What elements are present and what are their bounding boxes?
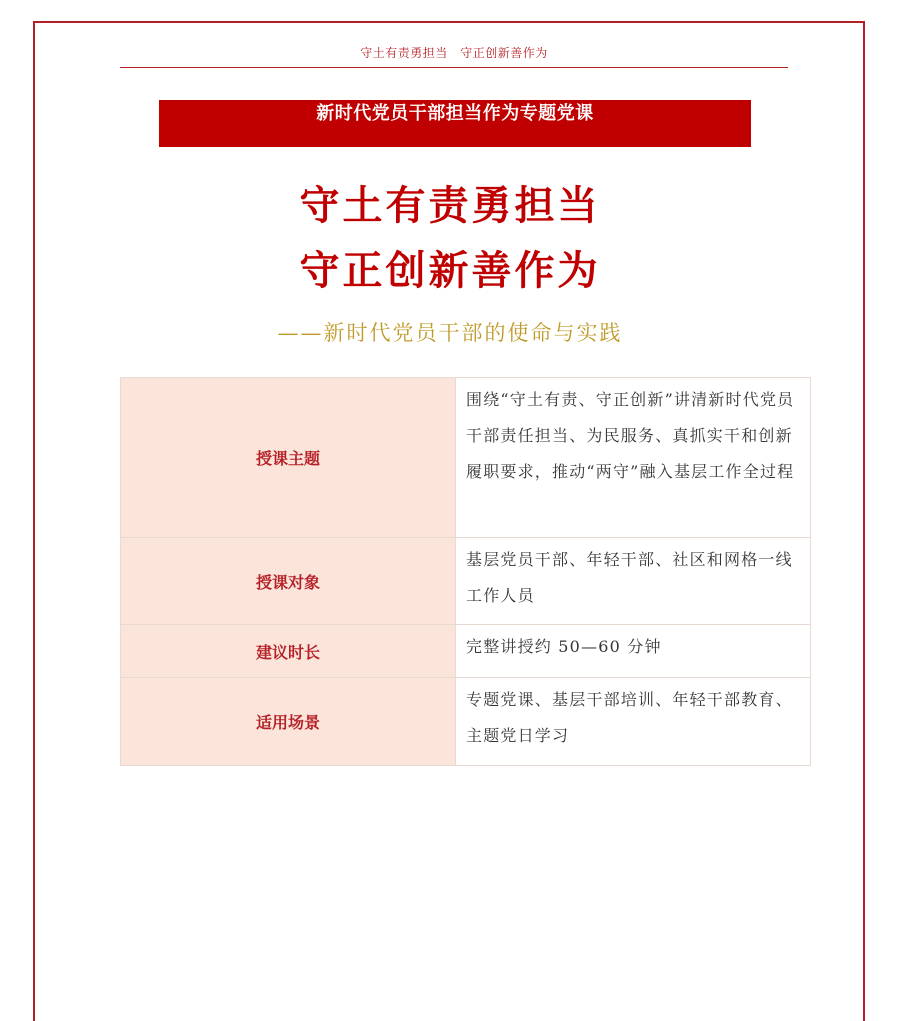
row-value-audience: 基层党员干部、年轻干部、社区和网格一线工作人员 <box>456 538 811 625</box>
row-label-duration: 建议时长 <box>121 625 456 678</box>
table-row <box>121 538 811 625</box>
main-title-line-1: 守土有责勇担当 <box>299 183 601 229</box>
row-label-audience: 授课对象 <box>121 538 456 625</box>
main-title-line-2: 守正创新善作为 <box>299 248 601 294</box>
row-value-topic: 围绕“守土有责、守正创新”讲清新时代党员干部责任担当、为民服务、真抓实干和创新履职要求，推动“两守”融入基层工作全过程 <box>456 378 811 538</box>
banner-title: 新时代党员干部担当作为专题党课 <box>159 100 751 147</box>
table-row <box>121 378 811 538</box>
table-row <box>121 678 811 766</box>
subtitle: ——新时代党员干部的使命与实践 <box>277 321 623 345</box>
course-info-table <box>120 377 811 766</box>
header-rule <box>120 67 788 68</box>
row-value-scenario: 专题党课、基层干部培训、年轻干部教育、主题党日学习 <box>456 678 811 766</box>
table-row <box>121 625 811 678</box>
row-label-topic: 授课主题 <box>121 378 456 538</box>
row-value-duration: 完整讲授约 50—60 分钟 <box>456 625 811 678</box>
row-label-scenario: 适用场景 <box>121 678 456 766</box>
running-header: 守土有责勇担当 守正创新善作为 <box>360 46 548 60</box>
